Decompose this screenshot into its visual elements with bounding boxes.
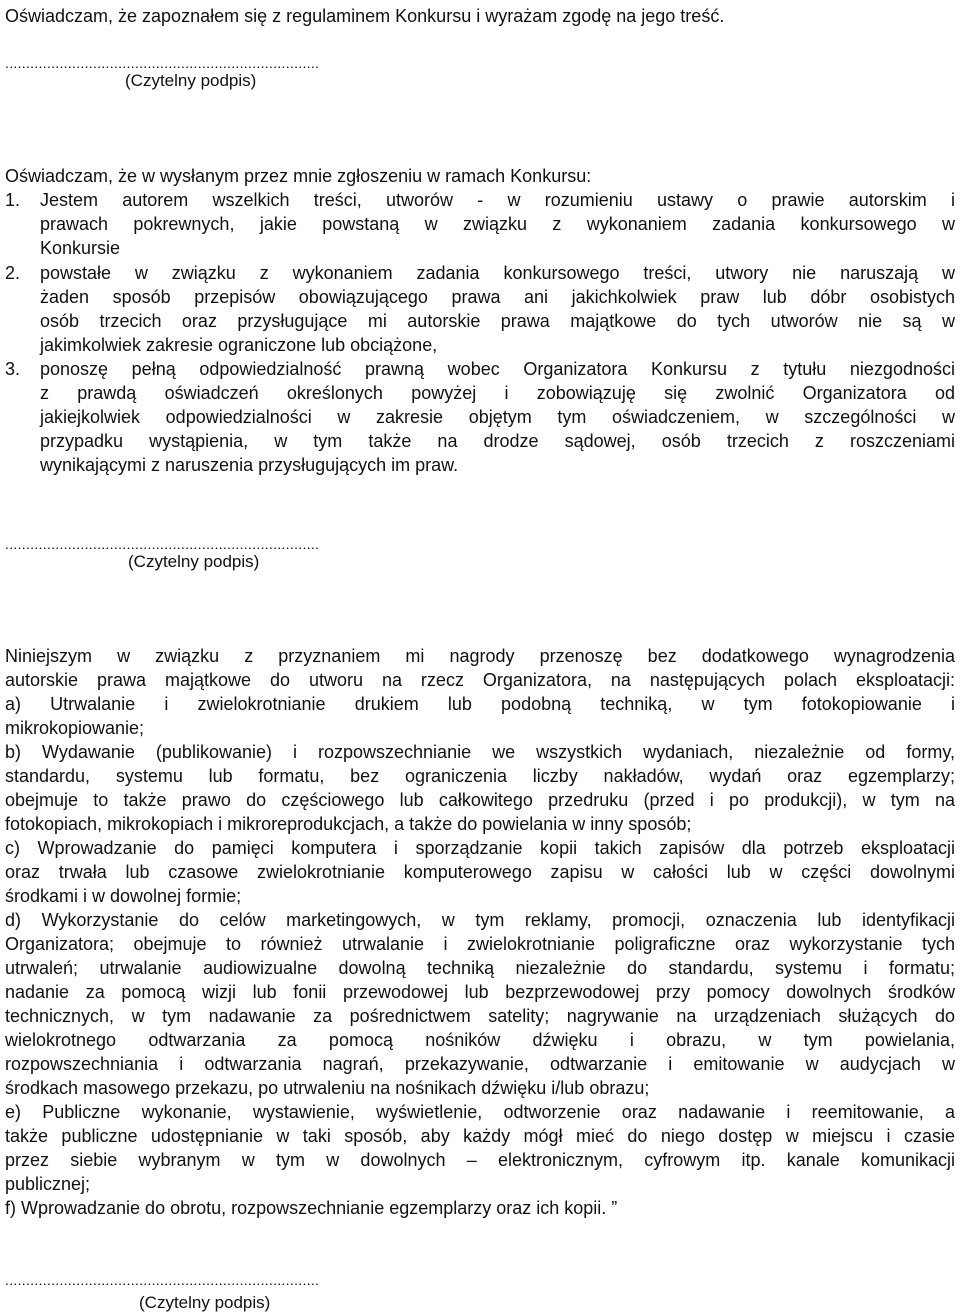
item-3-line: jakiejkolwiek odpowiedzialności w zakresie objętym tym oświadczeniem, w szczególności w xyxy=(40,407,955,427)
item-number-1: 1. xyxy=(5,190,21,210)
clause-line: środkami i w dowolnej formie; xyxy=(5,886,242,906)
clause-line: b) Wydawanie (publikowanie) i rozpowszechnianie we wszystkich wydaniach, niezależnie od formy, xyxy=(5,742,955,762)
item-2-line: osób trzecich oraz przysługujące mi autorskie prawa majątkowe do tych utworów nie są w xyxy=(40,311,955,331)
item-1-line: Jestem autorem wszelkich treści, utworów - w rozumieniu ustawy o prawie autorskim i xyxy=(40,190,955,210)
signature-caption-1: (Czytelny podpis) xyxy=(125,71,257,90)
rights-transfer-clause xyxy=(5,644,955,1220)
item-3-line: ponoszę pełną odpowiedzialność prawną wobec Organizatora Konkursu z tytułu niezgodności xyxy=(40,359,955,379)
clause-line: środkach masowego przekazu, po utrwaleniu na nośnikach dźwięku i/lub obrazu; xyxy=(5,1078,650,1098)
regulation-statement: Oświadczam, że zapoznałem się z regulaminem Konkursu i wyrażam zgodę na jego treść. xyxy=(5,6,725,26)
clause-line: przez siebie wybranym w tym w dowolnych – elektronicznym, cyfrowym itp. kanale komunikacji xyxy=(5,1150,955,1170)
item-1-line: prawach pokrewnych, jakie powstaną w związku z wykonaniem zadania konkursowego w xyxy=(40,214,955,234)
declaration-item-3 xyxy=(40,357,955,477)
declaration-item-2 xyxy=(40,261,955,357)
item-2-line: jakimkolwiek zakresie ograniczone lub obciążone, xyxy=(40,335,438,355)
clause-line: obejmuje to także prawo do częściowego lub całkowitego przedruku (przed i po produkcji), w tym na xyxy=(5,790,955,810)
submission-statement: Oświadczam, że w wysłanym przez mnie zgłoszeniu w ramach Konkursu: xyxy=(5,166,592,186)
clause-line: wielokrotnego odtwarzania za pomocą nośników dźwięku i obrazu, w tym powielania, xyxy=(5,1030,955,1050)
clause-line: standardu, systemu lub formatu, bez ograniczenia liczby nakładów, wydań oraz egzemplarzy; xyxy=(5,766,955,786)
item-3-line: przypadku wystąpienia, w tym także na drodze sądowej, osób trzecich z roszczeniami xyxy=(40,431,955,451)
signature-line-3: ........................................................................... xyxy=(5,1272,320,1288)
clause-line: nadanie za pomocą wizji lub fonii przewodowej lub bezprzewodowej przy pomocy dowolnych środków xyxy=(5,982,955,1002)
declaration-item-1 xyxy=(40,188,955,260)
item-3-line: z prawdą oświadczeń określonych powyżej i zobowiązuję się zwolnić Organizatora od xyxy=(40,383,955,403)
signature-caption-2: (Czytelny podpis) xyxy=(128,552,260,571)
signature-caption-3: (Czytelny podpis) xyxy=(139,1293,271,1312)
clause-line: publicznej; xyxy=(5,1174,91,1194)
clause-line: c) Wprowadzanie do pamięci komputera i sporządzanie kopii takich zapisów dla potrzeb eksploatacji xyxy=(5,838,955,858)
clause-line: fotokopiach, mikrokopiach i mikroreprodukcjach, a także do powielania w inny sposób; xyxy=(5,814,692,834)
clause-line: d) Wykorzystanie do celów marketingowych, w tym reklamy, promocji, oznaczenia lub identyfikacji xyxy=(5,910,955,930)
item-2-line: powstałe w związku z wykonaniem zadania konkursowego treści, utwory nie naruszają w xyxy=(40,263,955,283)
item-1-line: Konkursie xyxy=(40,238,121,258)
clause-line: e) Publiczne wykonanie, wystawienie, wyświetlenie, odtworzenie oraz nadawanie i reemitowanie, a xyxy=(5,1102,955,1122)
clause-line: utrwaleń; utrwalanie audiowizualne dowolną techniką niezależnie do standardu, systemu i formatu; xyxy=(5,958,955,978)
signature-line-1: ........................................................................... xyxy=(5,55,320,71)
clause-line: także publiczne udostępnianie w taki sposób, aby każdy mógł mieć do niego dostęp w miejscu i czasie xyxy=(5,1126,955,1146)
signature-line-2: ........................................................................... xyxy=(5,536,320,552)
clause-line: autorskie prawa majątkowe do utworu na rzecz Organizatora, na następujących polach eksploatacji: xyxy=(5,670,955,690)
clause-line: Organizatora; obejmuje to również utrwalanie i zwielokrotnianie poligraficzne oraz wykorzystanie tych xyxy=(5,934,955,954)
clause-line: f) Wprowadzanie do obrotu, rozpowszechnianie egzemplarzy oraz ich kopii. ” xyxy=(5,1198,618,1218)
clause-line: Niniejszym w związku z przyznaniem mi nagrody przenoszę bez dodatkowego wynagrodzenia xyxy=(5,646,955,666)
clause-line: technicznych, w tym nadawanie za pośrednictwem satelity; nagrywanie na urządzeniach służących do xyxy=(5,1006,955,1026)
item-number-3: 3. xyxy=(5,359,21,379)
item-3-line: wynikającymi z naruszenia przysługujących im praw. xyxy=(40,455,459,475)
item-number-2: 2. xyxy=(5,263,21,283)
clause-line: a) Utrwalanie i zwielokrotnianie drukiem lub podobną techniką, w tym fotokopiowanie i xyxy=(5,694,955,714)
clause-line: mikrokopiowanie; xyxy=(5,718,145,738)
clause-line: oraz trwała lub czasowe zwielokrotnianie komputerowego zapisu w całości lub w części dowolnymi xyxy=(5,862,955,882)
clause-line: rozpowszechniania i odtwarzania nagrań, przekazywanie, odtwarzanie i emitowanie w audycjach w xyxy=(5,1054,955,1074)
item-2-line: żaden sposób przepisów obowiązującego prawa ani jakichkolwiek praw lub dóbr osobistych xyxy=(40,287,955,307)
